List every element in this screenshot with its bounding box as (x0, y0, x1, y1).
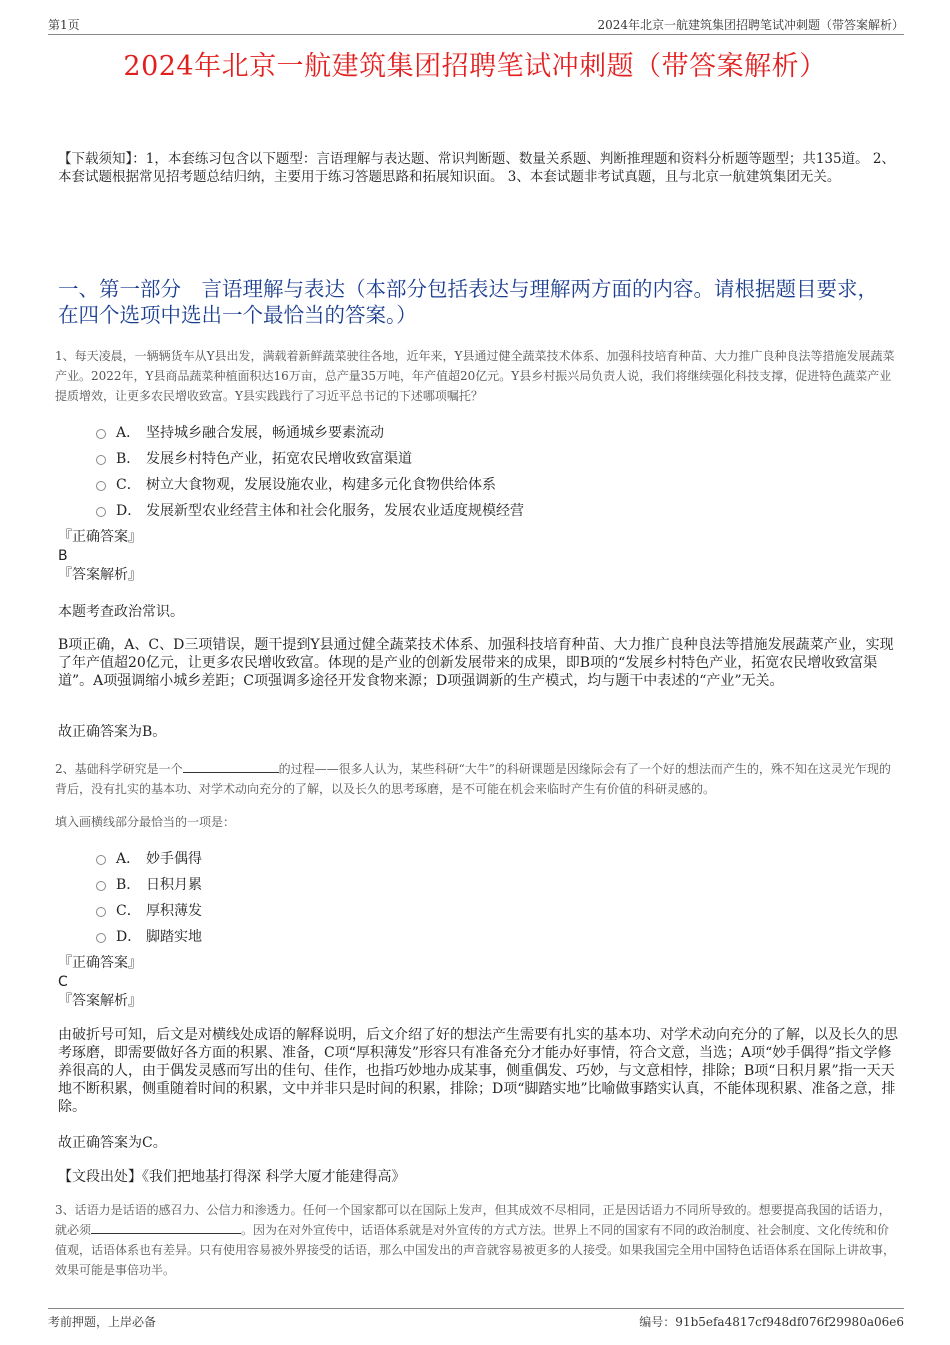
option-text: 发展乡村特色产业，拓宽农民增收致富渠道 (146, 451, 412, 467)
question-2-prompt: 填入画横线部分最恰当的一项是： (55, 815, 236, 829)
page-number: 第1页 (48, 18, 80, 32)
option-d[interactable]: D． 脚踏实地 (96, 923, 202, 949)
download-notice: 【下载须知】：1，本套练习包含以下题型：言语理解与表达题、常识判断题、数量关系题、判断推理题和资料分析题等题型；共135道。 2、本套试题根据常见招考题总结归纳，主要用于练习答题思路和拓展知识面。 3、本套试题非考试真题，且与北京一航建筑集团无关。 (58, 151, 895, 185)
radio-button[interactable] (96, 855, 106, 865)
page-footer (48, 1308, 904, 1333)
correct-answer: B (58, 548, 68, 564)
footer-code: 编号：91b5efa4817cf948df076f29980a06e6 (639, 1314, 904, 1329)
question-2-analysis: 由破折号可知，后文是对横线处成语的解释说明，后文介绍了好的想法产生需要有扎实的基本功、对学术动向充分的了解，以及长久的思考琢磨，即需要做好各方面的积累、准备，C项“厚积薄发”形容只有准备充分才能办好事情，符合文意，当选；A项“妙手偶得”指文学修养很高的人，由于偶发灵感而写出的佳句、佳作，也指巧妙地办成某事，侧重偶发、巧妙，与文意相悖，排除；B项“日积月累”指一天天地不断积累，侧重随着时间的积累，文中并非只是时间的积累，排除；D项“脚踏实地”比喻做事踏实认真，不能体现积累、准备之意，排除。 (58, 1027, 898, 1115)
correct-answer-label: 『正确答案』 (58, 529, 142, 545)
footer-slogan: 考前押题，上岸必备 (48, 1314, 157, 1329)
option-a[interactable]: A． 妙手偶得 (96, 845, 202, 871)
radio-button[interactable] (96, 881, 106, 891)
header-doc-title: 2024年北京一航建筑集团招聘笔试冲刺题（带答案解析） (597, 18, 904, 32)
option-d[interactable]: D． 发展新型农业经营主体和社会化服务，发展农业适度规模经营 (96, 497, 524, 523)
page-header (48, 16, 904, 35)
question-1-analysis: B项正确，A、C、D三项错误，题干提到Y县通过健全蔬菜技术体系、加强科技培育种苗、大力推广良种良法等措施发展蔬菜产业，实现了年产值超20亿元，让更多农民增收致富。体现的是产业的创新发展带来的成果，即B项的“发展乡村特色产业，拓宽农民增收致富渠道”。A项强调缩小城乡差距；C项强调多途径开发食物来源；D项强调新的生产模式，均与题干中表述的“产业”无关。 (58, 637, 894, 689)
question-2-text: 2、基础科学研究是一个 的过程——很多人认为，某些科研“大牛”的科研课题是因缘际会有了一个好的想法而产生的，殊不知在这灵光乍现的背后，没有扎实的基本功、对学术动向充分的了解，以及长久的思考琢磨，是不可能在机会来临时产生有价值的科研灵感的。 (55, 762, 891, 796)
option-text: 发展新型农业经营主体和社会化服务，发展农业适度规模经营 (146, 503, 524, 519)
question-1-answer-block (58, 528, 898, 585)
radio-button[interactable] (96, 481, 106, 491)
option-text: 厚积薄发 (146, 903, 202, 919)
option-text: 妙手偶得 (146, 851, 202, 867)
question-2-source: 【文段出处】《我们把地基打得深 科学大厦才能建得高》 (58, 1169, 406, 1185)
option-text: 树立大食物观，发展设施农业，构建多元化食物供给体系 (146, 477, 496, 493)
radio-button[interactable] (96, 907, 106, 917)
radio-button[interactable] (96, 507, 106, 517)
question-1-conclusion: 故正确答案为B。 (58, 724, 167, 740)
option-b[interactable]: B． 日积月累 (96, 871, 202, 897)
analysis-label: 『答案解析』 (58, 567, 142, 583)
radio-button[interactable] (96, 455, 106, 465)
question-3-text: 3、话语力是话语的感召力、公信力和渗透力。任何一个国家都可以在国际上发声，但其成效不尽相同，正是因话语力不同所导致的。想要提高我国的话语力，就必须 。因为在对外宣传中，话语体系就是对外宣传的方式方法。世界上不同的国家有不同的政治制度、社会制度、文化传统和价值观，话语体系也有差异。只有使用容易被外界接受的话语，那么中国发出的声音就容易被更多的人接受。如果我国完全用中国特色话语体系在国际上讲故事，效果可能是事倍功半。 (55, 1203, 896, 1277)
fill-blank (183, 760, 279, 773)
analysis-label: 『答案解析』 (58, 993, 142, 1009)
question-2-conclusion: 故正确答案为C。 (58, 1135, 167, 1151)
option-b[interactable]: B． 发展乡村特色产业，拓宽农民增收致富渠道 (96, 445, 524, 471)
question-2-options (96, 845, 202, 949)
question-1-text: 1、每天凌晨，一辆辆货车从Y县出发，满载着新鲜蔬菜驶往各地，近年来，Y县通过健全蔬菜技术体系、加强科技培育种苗、大力推广良种良法等措施发展蔬菜产业。2022年，Y县商品蔬菜种植面积达16万亩，总产量35万吨，年产值超20亿元。Y县乡村振兴局负责人说，我们将继续强化科技支撑，促进特色蔬菜产业提质增效，让更多农民增收致富。Y县实践践行了习近平总书记的下述哪项嘱托？ (55, 349, 895, 403)
document-title: 2024年北京一航建筑集团招聘笔试冲刺题（带答案解析） (123, 51, 827, 82)
option-a[interactable]: A． 坚持城乡融合发展，畅通城乡要素流动 (96, 419, 524, 445)
option-text: 坚持城乡融合发展，畅通城乡要素流动 (146, 425, 384, 441)
section-title: 一、第一部分 言语理解与表达（本部分包括表达与理解两方面的内容。请根据题目要求，在四个选项中选出一个最恰当的答案。） (58, 277, 878, 327)
fill-blank (91, 1221, 241, 1234)
correct-answer-label: 『正确答案』 (58, 955, 142, 971)
radio-button[interactable] (96, 933, 106, 943)
option-text: 日积月累 (146, 877, 202, 893)
correct-answer: C (58, 974, 68, 990)
question-2-answer-block (58, 954, 898, 1011)
radio-button[interactable] (96, 429, 106, 439)
option-c[interactable]: C． 厚积薄发 (96, 897, 202, 923)
option-c[interactable]: C． 树立大食物观，发展设施农业，构建多元化食物供给体系 (96, 471, 524, 497)
option-text: 脚踏实地 (146, 929, 202, 945)
question-1-analysis-intro: 本题考查政治常识。 (58, 604, 184, 620)
question-1-options (96, 419, 524, 523)
